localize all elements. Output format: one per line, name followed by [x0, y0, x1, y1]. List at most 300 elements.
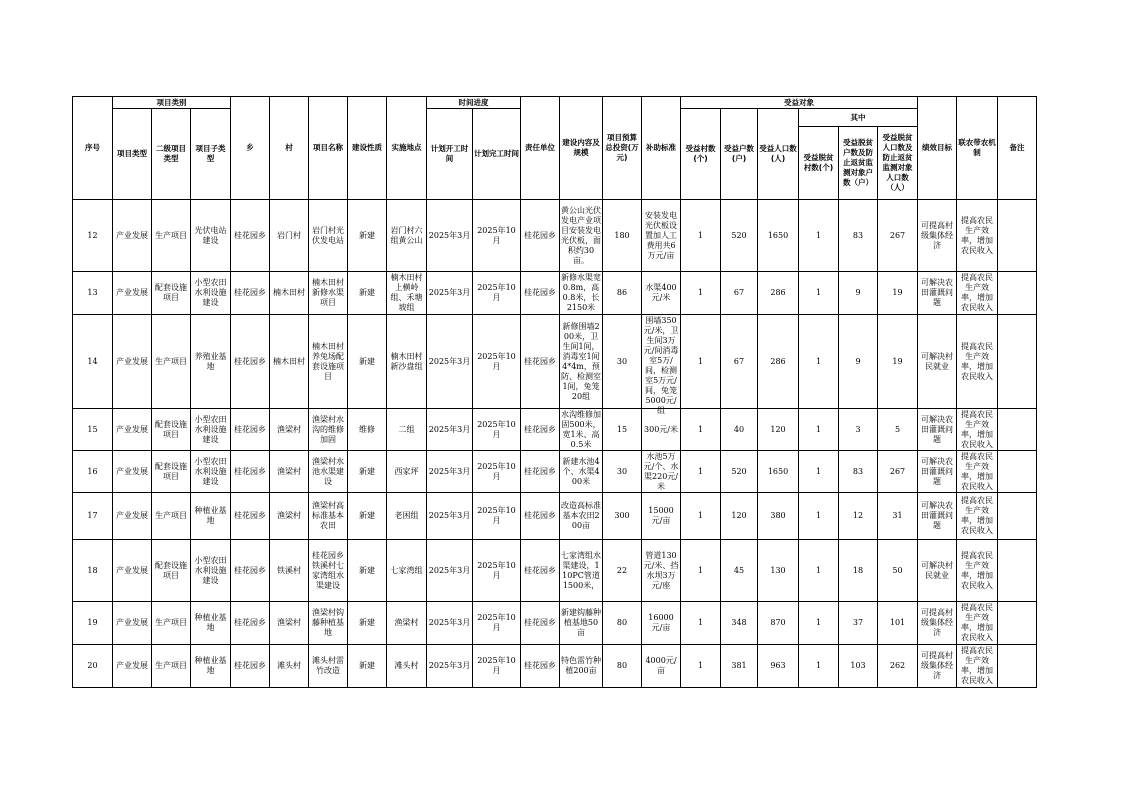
row-township-cell: [231, 200, 270, 272]
header-location: 实施地点: [387, 97, 427, 200]
table-row: [73, 645, 1037, 688]
row-ben-population: 120: [770, 424, 786, 434]
row-responsible: 桂花园乡: [524, 618, 556, 627]
row-poor-households-cell: [839, 315, 878, 409]
row-sub-type: 种植业基地: [194, 656, 227, 675]
row-construction-nature-cell: [348, 602, 387, 645]
row-responsible: 桂花园乡: [524, 230, 556, 240]
row-project-type: 产业发展: [116, 288, 148, 297]
row-seq-cell: [73, 493, 113, 540]
row-ben-households: 67: [733, 356, 745, 366]
row-subsidy-cell: [642, 645, 681, 688]
row-responsible: 桂花园乡: [524, 661, 556, 670]
row-responsible: 桂花园乡: [524, 356, 556, 366]
row-location: 楠木田村上横岭组、禾塘坡组: [390, 273, 423, 312]
row-poor-villages: 1: [815, 511, 822, 520]
row-construction-nature: 新建: [359, 356, 375, 366]
row-content-cell: [560, 540, 603, 602]
row-ben-households-cell: [721, 645, 758, 688]
row-project-name: 岩门村光伏发电站: [312, 225, 344, 245]
row-township: 桂花园乡: [234, 424, 266, 434]
row-sub-type-cell: [191, 645, 231, 688]
row-poor-villages: 1: [815, 565, 822, 575]
row-village: 楠木田村: [273, 356, 305, 366]
row-poor-villages-cell: [799, 315, 839, 409]
row-secondary-type: 配套设施项目: [155, 560, 187, 580]
row-project-type: 产业发展: [116, 466, 148, 476]
row-budget: 80: [616, 618, 628, 627]
row-performance: 可解决农田灌溉问题: [921, 501, 953, 530]
row-ben-villages: 1: [697, 511, 704, 520]
row-construction-nature-cell: [348, 540, 387, 602]
row-poor-population: 19: [892, 356, 903, 366]
header-plan-start: 计划开工时间: [427, 109, 473, 200]
row-ben-households: 520: [731, 230, 747, 240]
row-poor-population: 267: [889, 466, 906, 476]
row-project-type: 产业发展: [116, 661, 148, 670]
row-village: 渔梁村: [277, 424, 301, 434]
row-plan-start: 2025年3月: [428, 661, 471, 670]
row-performance: 可解决农田灌溉问题: [921, 456, 953, 486]
row-sub-type-cell: [191, 451, 231, 493]
row-seq-cell: [73, 272, 113, 315]
row-poor-population-cell: [878, 540, 918, 602]
row-village-cell: [270, 645, 309, 688]
row-seq: 15: [87, 424, 98, 434]
row-content: 水沟维修加固500米，宽1米、高0.5米: [561, 409, 601, 449]
row-secondary-type: 生产项目: [155, 618, 187, 627]
row-poor-villages-cell: [799, 272, 839, 315]
row-plan-end-cell: [473, 409, 521, 451]
row-poor-population-cell: [878, 451, 918, 493]
row-poor-population: 262: [889, 661, 906, 670]
row-ben-villages: 1: [697, 230, 704, 240]
row-location-cell: [387, 540, 427, 602]
row-poor-households: 83: [852, 466, 864, 476]
row-village-cell: [270, 315, 309, 409]
row-plan-end-cell: [473, 315, 521, 409]
row-village-cell: [270, 451, 309, 493]
row-performance-cell: [918, 602, 957, 645]
row-secondary-type-cell: [152, 409, 191, 451]
header-seq: 序号: [73, 97, 113, 200]
row-ben-households: 67: [733, 288, 745, 297]
row-poor-population-cell: [878, 409, 918, 451]
row-secondary-type-cell: [152, 451, 191, 493]
row-poor-households: 9: [855, 356, 861, 366]
row-performance: 可解决村民就业: [921, 560, 953, 580]
row-budget: 300: [614, 511, 630, 520]
row-construction-nature: 新建: [359, 618, 375, 627]
row-ben-villages-cell: [681, 645, 721, 688]
row-ben-villages: 1: [697, 618, 704, 627]
row-subsidy-cell: [642, 493, 681, 540]
row-content-cell: [560, 602, 603, 645]
row-poor-households-cell: [839, 451, 878, 493]
row-township: 桂花园乡: [234, 288, 266, 297]
row-location: 渔梁村: [394, 618, 419, 627]
row-poor-households-cell: [839, 409, 878, 451]
row-subsidy: 安装发电光伏板设置加人工费用共6万元/亩: [645, 210, 677, 260]
row-budget-cell: [603, 272, 642, 315]
row-poor-villages-cell: [799, 493, 839, 540]
row-ben-villages: 1: [697, 466, 704, 476]
row-poor-population: 19: [892, 288, 903, 297]
row-construction-nature: 新建: [359, 511, 375, 520]
header-beneficiary-group: 受益对象: [681, 97, 918, 109]
row-location-cell: [387, 272, 427, 315]
row-ben-households-cell: [721, 540, 758, 602]
row-ben-population-cell: [758, 493, 799, 540]
row-plan-start: 2025年3月: [428, 288, 471, 297]
row-mechanism: 提高农民生产效率，增加农民收入: [961, 409, 993, 449]
row-mechanism-cell: [957, 645, 998, 688]
row-ben-population-cell: [758, 272, 799, 315]
row-township-cell: [231, 645, 270, 688]
row-secondary-type: 生产项目: [155, 661, 187, 670]
row-village-cell: [270, 493, 309, 540]
row-sub-type-cell: [191, 200, 231, 272]
row-poor-villages-cell: [799, 540, 839, 602]
row-construction-nature: 维修: [359, 424, 375, 434]
row-budget-cell: [603, 540, 642, 602]
row-plan-start: 2025年3月: [428, 230, 471, 240]
row-content: 新修围墙200米，卫生间1间，消毒室1间4*4m，预防、检测室1间，兔笼20组: [561, 321, 601, 401]
row-plan-end-cell: [473, 200, 521, 272]
row-seq: 14: [87, 356, 98, 366]
row-content: 新修水渠宽0.8m，高0.8米，长2150米: [561, 273, 601, 312]
row-mechanism: 提高农民生产效率，增加农民收入: [961, 215, 993, 255]
row-seq-cell: [73, 409, 113, 451]
row-budget: 22: [616, 565, 628, 575]
row-performance-cell: [918, 645, 957, 688]
row-ben-households-cell: [721, 602, 758, 645]
row-ben-villages-cell: [681, 272, 721, 315]
row-mechanism-cell: [957, 451, 998, 493]
row-village-cell: [270, 409, 309, 451]
row-budget-cell: [603, 451, 642, 493]
row-subsidy-cell: [642, 200, 681, 272]
row-remarks-cell: [998, 645, 1037, 688]
row-secondary-type-cell: [152, 540, 191, 602]
row-township-cell: [231, 493, 270, 540]
row-sub-type-cell: [191, 272, 231, 315]
row-subsidy: 围墙350元/米，卫生间3万元/间消毒室5万/间，检测室5万元/间，兔笼5000元/组: [643, 315, 679, 415]
row-secondary-type-cell: [152, 602, 191, 645]
row-poor-villages: 1: [815, 466, 822, 476]
row-plan-start-cell: [427, 200, 473, 272]
row-subsidy-cell: [642, 602, 681, 645]
row-plan-start-cell: [427, 409, 473, 451]
row-ben-households-cell: [721, 451, 758, 493]
row-township: 桂花园乡: [234, 661, 266, 670]
row-performance-cell: [918, 451, 957, 493]
row-mechanism: 提高农民生产效率，增加农民收入: [961, 496, 993, 535]
row-performance: 可解决农田灌溉问题: [921, 414, 953, 444]
row-poor-villages-cell: [799, 602, 839, 645]
row-responsible-cell: [521, 493, 560, 540]
row-plan-start-cell: [427, 315, 473, 409]
row-project-type: 产业发展: [116, 424, 148, 434]
row-sub-type-cell: [191, 409, 231, 451]
header-mechanism: 联农带农机制: [957, 97, 998, 200]
header-performance: 绩效目标: [918, 97, 957, 200]
row-project-type: 产业发展: [116, 565, 148, 575]
row-budget: 15: [616, 424, 628, 434]
row-township: 桂花园乡: [234, 356, 266, 366]
row-poor-households: 9: [855, 288, 861, 297]
row-plan-start-cell: [427, 272, 473, 315]
row-subsidy: 水渠400元/米: [645, 283, 677, 302]
row-mechanism: 提高农民生产效率，增加农民收入: [961, 646, 993, 685]
header-poor-households: 受益脱贫户数及防止返贫监测对象户数（户）: [839, 127, 878, 200]
row-responsible-cell: [521, 645, 560, 688]
row-performance: 可提高村级集体经济: [921, 651, 953, 680]
row-ben-villages-cell: [681, 409, 721, 451]
header-among-group: 其中: [799, 109, 918, 127]
row-ben-villages: 1: [697, 661, 704, 670]
row-plan-start: 2025年3月: [428, 466, 471, 476]
row-plan-end-cell: [473, 540, 521, 602]
row-plan-start: 2025年3月: [428, 424, 471, 434]
row-location-cell: [387, 602, 427, 645]
row-village: 滩头村: [277, 661, 301, 670]
row-construction-nature-cell: [348, 409, 387, 451]
row-remarks-cell: [998, 409, 1037, 451]
row-poor-villages: 1: [815, 288, 822, 297]
row-performance-cell: [918, 493, 957, 540]
row-sub-type-cell: [191, 602, 231, 645]
row-poor-households-cell: [839, 272, 878, 315]
row-performance: 可解决村民就业: [921, 351, 953, 371]
row-village: 渔梁村: [277, 511, 301, 520]
row-remarks-cell: [998, 272, 1037, 315]
row-content: 新建钩藤种植基地50亩: [561, 608, 601, 637]
row-subsidy-cell: [642, 451, 681, 493]
table-row: [73, 540, 1037, 602]
header-responsible: 责任单位: [521, 97, 560, 200]
row-responsible-cell: [521, 540, 560, 602]
row-seq-cell: [73, 200, 113, 272]
row-poor-households: 12: [852, 511, 864, 520]
row-mechanism: 提高农民生产效率，增加农民收入: [961, 341, 993, 381]
row-mechanism-cell: [957, 409, 998, 451]
row-construction-nature: 新建: [359, 565, 375, 575]
row-content: 特色雷竹种植200亩: [561, 656, 601, 675]
header-ben-villages: 受益村数(个): [681, 109, 721, 200]
row-poor-households-cell: [839, 645, 878, 688]
row-mechanism-cell: [957, 272, 998, 315]
row-poor-population: 267: [889, 230, 906, 240]
row-budget-cell: [603, 493, 642, 540]
row-project-type-cell: [113, 493, 152, 540]
row-plan-start: 2025年3月: [428, 356, 471, 366]
row-content: 改造高标准基本农田200亩: [561, 501, 601, 530]
row-poor-population: 5: [894, 424, 901, 434]
row-plan-end-cell: [473, 493, 521, 540]
row-village: 岩门村: [277, 230, 301, 240]
row-construction-nature: 新建: [359, 288, 375, 297]
row-location-cell: [387, 409, 427, 451]
row-poor-households-cell: [839, 602, 878, 645]
row-project-name-cell: [309, 272, 348, 315]
row-project-name-cell: [309, 315, 348, 409]
row-construction-nature-cell: [348, 200, 387, 272]
row-plan-start-cell: [427, 645, 473, 688]
row-subsidy-cell: [642, 315, 681, 415]
row-responsible-cell: [521, 451, 560, 493]
table-row: [73, 200, 1037, 272]
row-village: 渔梁村: [277, 618, 301, 627]
row-ben-villages: 1: [697, 424, 704, 434]
row-budget: 180: [614, 230, 630, 240]
row-ben-villages-cell: [681, 493, 721, 540]
row-ben-households-cell: [721, 200, 758, 272]
row-ben-population-cell: [758, 645, 799, 688]
project-table-sheet: [72, 96, 1037, 688]
row-project-type-cell: [113, 540, 152, 602]
row-project-name-cell: [309, 200, 348, 272]
row-mechanism-cell: [957, 315, 998, 409]
row-ben-population: 1650: [767, 466, 789, 476]
row-poor-population-cell: [878, 200, 918, 272]
row-ben-population: 380: [770, 511, 786, 520]
row-poor-population-cell: [878, 645, 918, 688]
row-project-type: 产业发展: [116, 618, 148, 627]
row-mechanism: 提高农民生产效率，增加农民收入: [961, 451, 993, 491]
row-plan-end: 2025年10月: [477, 351, 516, 371]
row-seq-cell: [73, 602, 113, 645]
row-ben-population: 963: [770, 661, 786, 670]
row-project-type: 产业发展: [116, 230, 148, 240]
row-mechanism: 提高农民生产效率，增加农民收入: [961, 550, 993, 590]
row-project-type-cell: [113, 200, 152, 272]
header-construction-nature: 建设性质: [348, 97, 387, 200]
row-performance-cell: [918, 272, 957, 315]
row-project-type-cell: [113, 409, 152, 451]
row-remarks-cell: [998, 540, 1037, 602]
row-subsidy-cell: [642, 272, 681, 315]
row-location: 二组: [398, 424, 415, 434]
row-village-cell: [270, 272, 309, 315]
row-content-cell: [560, 645, 603, 688]
row-ben-population: 286: [770, 288, 786, 297]
row-location-cell: [387, 493, 427, 540]
row-location: 老困组: [394, 511, 419, 520]
row-township-cell: [231, 602, 270, 645]
row-poor-households-cell: [839, 200, 878, 272]
row-poor-population-cell: [878, 272, 918, 315]
row-village-cell: [270, 200, 309, 272]
row-plan-end-cell: [473, 602, 521, 645]
row-remarks-cell: [998, 315, 1037, 409]
table-row: [73, 451, 1037, 493]
row-project-name: 渔梁村水沟的维修加固: [312, 414, 344, 444]
row-secondary-type: 配套设施项目: [155, 419, 187, 439]
row-ben-villages: 1: [697, 288, 704, 297]
row-budget-cell: [603, 645, 642, 688]
row-project-type-cell: [113, 451, 152, 493]
row-performance: 可解决农田灌溉问题: [921, 278, 953, 307]
row-plan-end-cell: [473, 272, 521, 315]
row-ben-households: 381: [731, 661, 747, 670]
row-ben-households: 520: [731, 466, 747, 476]
row-seq: 17: [87, 511, 98, 520]
row-mechanism: 提高农民生产效率，增加农民收入: [961, 273, 993, 312]
row-content-cell: [560, 451, 603, 493]
header-remarks: 备注: [998, 97, 1037, 200]
row-mechanism-cell: [957, 493, 998, 540]
row-poor-households: 103: [850, 661, 866, 670]
row-project-type: 产业发展: [116, 356, 148, 366]
row-ben-population-cell: [758, 602, 799, 645]
row-construction-nature: 新建: [359, 661, 375, 670]
row-secondary-type-cell: [152, 315, 191, 409]
row-poor-villages: 1: [815, 230, 822, 240]
row-construction-nature: 新建: [359, 230, 375, 240]
row-project-name: 滩头村雷竹改造: [312, 656, 344, 675]
row-responsible-cell: [521, 200, 560, 272]
row-project-name: 渔梁村高标准基本农田: [312, 501, 344, 530]
row-location: 岩门村六组黄公山: [390, 225, 423, 245]
row-poor-villages-cell: [799, 200, 839, 272]
row-secondary-type-cell: [152, 200, 191, 272]
header-secondary-type: 二级项目类型: [152, 109, 191, 200]
row-ben-households: 348: [731, 618, 747, 627]
row-plan-end: 2025年10月: [477, 283, 516, 302]
row-poor-households: 18: [852, 565, 864, 575]
row-project-name: 渔梁村水池水渠建设: [312, 456, 344, 486]
row-secondary-type-cell: [152, 493, 191, 540]
row-ben-population: 286: [770, 356, 786, 366]
header-budget: 项目预算总投资(万元): [603, 97, 642, 200]
row-performance-cell: [918, 315, 957, 409]
row-performance-cell: [918, 409, 957, 451]
row-location: 西家坪: [394, 466, 419, 476]
row-ben-villages: 1: [697, 565, 704, 575]
row-responsible: 桂花园乡: [524, 511, 556, 520]
row-content-cell: [560, 200, 603, 272]
row-project-name: 楠木田村养兔场配套设施项目: [312, 341, 344, 381]
row-seq: 16: [87, 466, 98, 476]
row-poor-population-cell: [878, 493, 918, 540]
row-location-cell: [387, 645, 427, 688]
table-row: [73, 602, 1037, 645]
header-ben-households: 受益户数(户): [721, 109, 758, 200]
row-budget: 30: [616, 466, 628, 476]
row-village-cell: [270, 540, 309, 602]
row-responsible: 桂花园乡: [524, 466, 556, 476]
row-poor-villages-cell: [799, 645, 839, 688]
row-ben-population-cell: [758, 451, 799, 493]
row-poor-population-cell: [878, 602, 918, 645]
row-poor-population-cell: [878, 315, 918, 409]
row-plan-end: 2025年10月: [477, 461, 516, 481]
table-row: [73, 272, 1037, 315]
row-project-name-cell: [309, 540, 348, 602]
row-subsidy: 300元/米: [644, 424, 678, 434]
row-sub-type: 养殖业基地: [194, 351, 227, 371]
row-construction-nature-cell: [348, 451, 387, 493]
row-seq: 20: [87, 661, 98, 670]
row-location-cell: [387, 200, 427, 272]
row-poor-villages: 1: [815, 356, 822, 366]
row-secondary-type: 生产项目: [155, 230, 187, 240]
row-township-cell: [231, 409, 270, 451]
row-location: 七家湾组: [390, 565, 423, 575]
row-seq: 13: [87, 288, 98, 297]
row-poor-villages-cell: [799, 451, 839, 493]
